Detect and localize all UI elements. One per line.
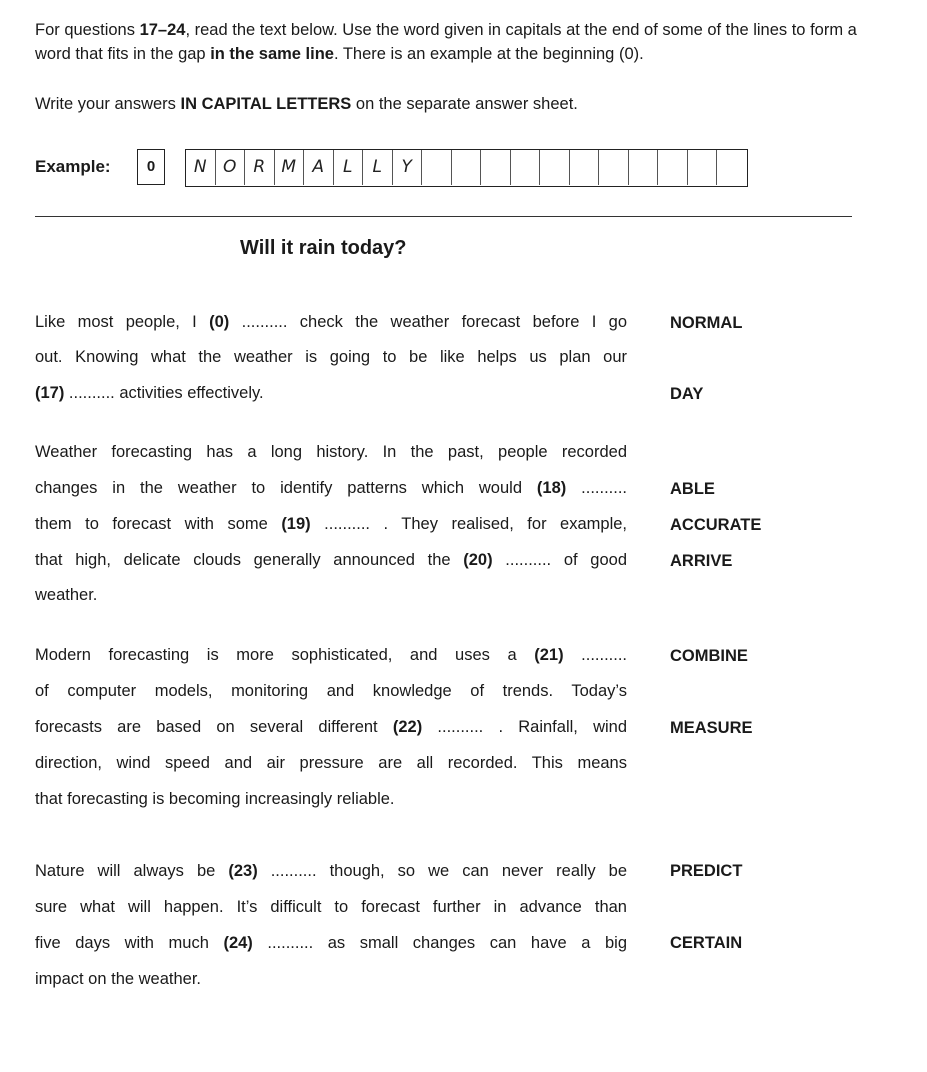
passage-line: direction, wind speed and air pressure are all recorded. This means [35, 754, 627, 772]
passage-line: Modern forecasting is more sophisticated, and uses a (21) .......... [35, 646, 627, 664]
answer-cell: M [275, 150, 305, 185]
passage-line: changes in the weather to identify patterns which would (18) .......... [35, 479, 627, 497]
answer-cell: Y [393, 150, 423, 185]
answer-cell [599, 150, 629, 185]
keyword-day: DAY [670, 385, 704, 403]
answer-cell [629, 150, 659, 185]
passage-line: five days with much (24) .......... as small changes can have a big [35, 934, 627, 952]
passage-title: Will it rain today? [240, 237, 407, 259]
answer-cell: L [334, 150, 364, 185]
example-number-box: 0 [137, 149, 165, 185]
passage-line: sure what will happen. It’s difficult to forecast further in advance than [35, 898, 627, 916]
passage-line: impact on the weather. [35, 970, 202, 988]
answer-cell [658, 150, 688, 185]
answer-cell [422, 150, 452, 185]
passage-line: forecasts are based on several different (22) .......... . Rainfall, wind [35, 718, 627, 736]
passage-line: out. Knowing what the weather is going to be like helps us plan our [35, 348, 627, 366]
answer-cell: L [363, 150, 393, 185]
keyword-certain: CERTAIN [670, 934, 743, 952]
keyword-accurate: ACCURATE [670, 516, 762, 534]
passage-line: Weather forecasting has a long history. In the past, people recorded [35, 443, 627, 461]
answer-cell: O [216, 150, 246, 185]
instructions-paragraph-1: For questions 17–24, read the text below. Use the word given in capitals at the end of some of the lines to form a word that fits in the gap in the same line. There is an example at the beginning (0). [35, 21, 857, 63]
passage-line: them to forecast with some (19) .......... . They realised, for example, [35, 515, 628, 533]
keyword-able: ABLE [670, 480, 715, 498]
answer-cell [452, 150, 482, 185]
passage-line: (17) .......... activities effectively. [35, 384, 264, 402]
keyword-predict: PREDICT [670, 862, 743, 880]
passage-line: Like most people, I (0) .......... check the weather forecast before I go [35, 313, 628, 331]
answer-cell: A [304, 150, 334, 185]
answer-cell: R [245, 150, 275, 185]
instructions-paragraph-2: Write your answers IN CAPITAL LETTERS on the separate answer sheet. [35, 95, 578, 113]
answer-cell [540, 150, 570, 185]
answer-cell [481, 150, 511, 185]
passage-line: weather. [35, 586, 98, 604]
passage-line: Nature will always be (23) .......... though, so we can never really be [35, 862, 627, 880]
keyword-arrive: ARRIVE [670, 552, 733, 570]
answer-cell [688, 150, 718, 185]
passage-line: that forecasting is becoming increasingly reliable. [35, 790, 395, 808]
example-answer-boxes [185, 149, 748, 187]
answer-cell [511, 150, 541, 185]
answer-cell [717, 150, 747, 185]
passage-line: that high, delicate clouds generally announced the (20) .......... of good [35, 551, 627, 569]
answer-cell: N [186, 150, 216, 185]
answer-cell [570, 150, 600, 185]
keyword-measure: MEASURE [670, 719, 753, 737]
example-label: Example: [35, 157, 111, 176]
divider [35, 216, 852, 217]
keyword-combine: COMBINE [670, 647, 748, 665]
keyword-normal: NORMAL [670, 314, 743, 332]
passage-line: of computer models, monitoring and knowledge of trends. Today’s [35, 682, 627, 700]
